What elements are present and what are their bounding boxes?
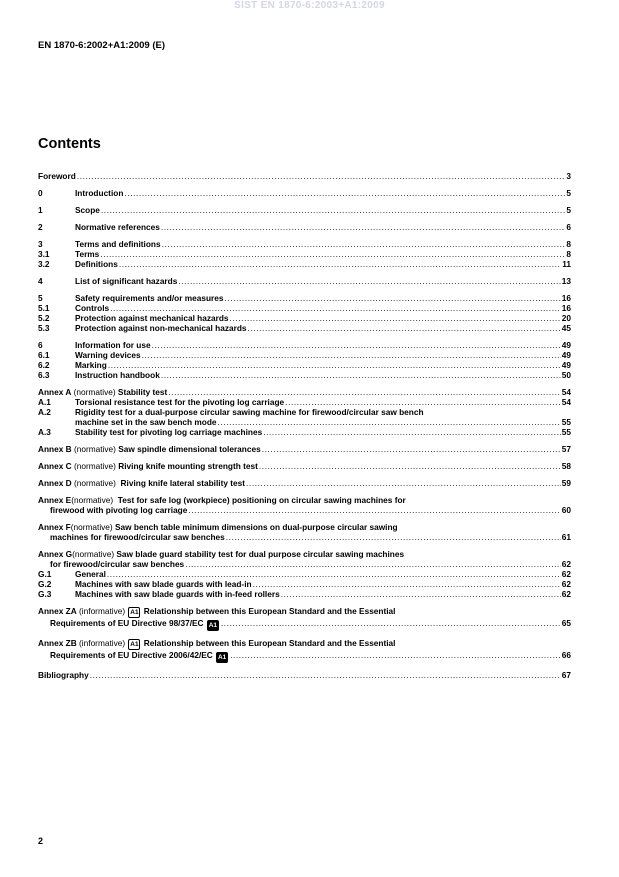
toc-num: G.3 [38,589,52,599]
annex-kind: (normative) [71,444,116,454]
toc-text: Protection against non-mechanical hazards [75,323,247,333]
toc-text: Saw spindle dimensional tolerances [115,444,261,454]
toc-text: Foreword [38,171,76,181]
toc-page: 11 [562,259,571,269]
document-id: EN 1870-6:2002+A1:2009 (E) [38,40,166,51]
toc-page: 5 [566,205,571,215]
amendment-end-marker-icon: A1 [217,654,227,661]
toc-section-6-1[interactable] [38,350,571,360]
toc-section-6[interactable] [38,340,571,350]
annex-kind: (normative) [70,522,113,532]
toc-num: 1 [38,205,43,215]
toc-annex-f[interactable] [38,522,571,542]
toc-section-3[interactable] [38,239,571,249]
toc-page: 54 [561,387,571,397]
toc-page: 54 [561,397,571,407]
toc-page: 20 [561,313,571,323]
toc-text: Riving knife mounting strength test [115,461,258,471]
toc-num: 3 [38,239,43,249]
toc-annex-b[interactable] [38,444,571,454]
toc-num: 3.2 [38,259,50,269]
toc-annex-g-3[interactable] [38,589,571,599]
toc-page: 8 [566,249,571,259]
annex-label: Annex ZA [38,606,77,616]
toc-text: Torsional resistance test for the pivoting log carriage [75,397,285,407]
toc-num: A.3 [38,427,51,437]
toc-num: A.1 [38,397,51,407]
toc-section-4[interactable] [38,276,571,286]
toc-num: 0 [38,188,43,198]
toc-num: 6.3 [38,370,50,380]
toc-text: Controls [75,303,110,313]
toc-annex-g[interactable] [38,549,571,569]
toc-num: 5.1 [38,303,50,313]
annex-kind: (normative) [71,387,116,397]
toc-text: Saw blade guard stability test for dual purpose circular sawing machines [114,549,405,559]
toc-text: machine set in the saw bench mode [75,417,217,427]
toc-page: 55 [561,417,571,427]
toc-page: 3 [566,171,571,181]
toc-text: Instruction handbook [75,370,160,380]
toc-num: A.2 [38,407,51,417]
toc-annex-a-2[interactable] [38,407,571,427]
toc-section-2[interactable] [38,222,571,232]
toc-text: Normative references [75,222,160,232]
toc-text: Relationship between this European Standard and the Essential [141,638,396,648]
toc-text: Introduction [75,188,124,198]
toc-text: Rigidity test for a dual-purpose circular sawing machine for firewood/circular saw bench [75,407,424,417]
toc-annex-a[interactable] [38,387,571,397]
toc-annex-zb[interactable] [38,638,571,663]
toc-text: Information for use [75,340,151,350]
toc-page: 62 [561,569,571,579]
toc-num: G.2 [38,579,52,589]
toc-text: Marking [75,360,107,370]
toc-page: 65 [561,618,571,628]
toc-annex-a-1[interactable] [38,397,571,407]
toc-page: 5 [566,188,571,198]
annex-kind: (normative) [71,495,114,505]
toc-page: 49 [561,340,571,350]
toc-page: 6 [566,222,571,232]
toc-section-5[interactable] [38,293,571,303]
toc-section-1[interactable] [38,205,571,215]
toc-bibliography[interactable] [38,670,571,680]
toc-section-3-1[interactable] [38,249,571,259]
toc-page: 62 [561,589,571,599]
amendment-end-marker-icon: A1 [208,622,218,629]
annex-label: Annex ZB [38,638,77,648]
annex-label: Annex F [38,522,71,532]
toc-page: 49 [561,360,571,370]
toc-page: 66 [561,650,571,660]
toc-text: Scope [75,205,100,215]
toc-num: 5.3 [38,323,50,333]
toc-annex-g-2[interactable] [38,579,571,589]
toc-text: Test for safe log (workpiece) positioning on circular sawing machines for [113,495,406,505]
page-title: Contents [38,136,101,152]
toc-text: Stability test [115,387,168,397]
toc-page: 49 [561,350,571,360]
annex-label: Annex E [38,495,72,505]
toc-page: 67 [561,670,571,680]
toc-section-6-3[interactable] [38,370,571,380]
toc-page: 45 [561,323,571,333]
toc-num: G.1 [38,569,52,579]
toc-annex-d[interactable] [38,478,571,488]
toc-page: 61 [561,532,571,542]
annex-label: Annex G [38,549,73,559]
annex-kind: (normative) [72,549,115,559]
annex-kind: (normative) [71,478,116,488]
toc-annex-a-3[interactable] [38,427,571,437]
toc-text: Machines with saw blade guards with lead-in [75,579,252,589]
toc-page: 50 [561,370,571,380]
annex-label: Annex C [38,461,72,471]
toc-section-6-2[interactable] [38,360,571,370]
toc-num: 6.2 [38,360,50,370]
table-of-contents [38,171,571,680]
toc-text: Saw bench table minimum dimensions on dual-purpose circular sawing [112,522,398,532]
toc-annex-g-1[interactable] [38,569,571,579]
toc-page: 59 [561,478,571,488]
toc-text: Warning devices [75,350,141,360]
toc-page: 16 [561,293,571,303]
toc-page: 62 [561,579,571,589]
toc-num: 5 [38,293,43,303]
toc-page: 60 [561,505,571,515]
toc-text: Safety requirements and/or measures [75,293,224,303]
toc-num: 2 [38,222,43,232]
toc-text: Riving knife lateral stability test [115,478,246,488]
toc-foreword[interactable] [38,171,571,181]
page-number: 2 [38,836,44,846]
annex-label: Annex D [38,478,72,488]
toc-num: 6.1 [38,350,50,360]
toc-text: firewood with pivoting log carriage [50,505,188,515]
toc-num: 4 [38,276,43,286]
annex-kind: (informative) [76,638,128,648]
toc-section-5-3[interactable] [38,323,571,333]
toc-text: Terms and definitions [75,239,161,249]
toc-text: List of significant hazards [75,276,178,286]
toc-text: Requirements of EU Directive 98/37/EC [50,618,206,628]
toc-page: 16 [561,303,571,313]
toc-num: 3.1 [38,249,50,259]
toc-page: 62 [561,559,571,569]
toc-text: Definitions [75,259,118,269]
annex-label: Annex A [38,387,72,397]
annex-kind: (informative) [76,606,128,616]
toc-page: 8 [566,239,571,249]
toc-text: Protection against mechanical hazards [75,313,229,323]
toc-num: 6 [38,340,43,350]
toc-annex-c[interactable] [38,461,571,471]
toc-page: 55 [561,427,571,437]
watermark: SIST EN 1870-6:2003+A1:2009 [234,0,385,11]
amendment-start-marker-icon: A1 [130,609,139,616]
toc-text: General [75,569,106,579]
annex-kind: (normative) [71,461,116,471]
toc-annex-za[interactable] [38,606,571,631]
toc-text: Bibliography [38,670,89,680]
toc-section-3-2[interactable] [38,259,571,269]
toc-text: Machines with saw blade guards with in-feed rollers [75,589,280,599]
toc-text: Stability test for pivoting log carriage machines [75,427,263,437]
toc-page: 13 [561,276,571,286]
toc-text: machines for firewood/circular saw benches [50,532,225,542]
toc-page: 57 [561,444,571,454]
toc-text: Requirements of EU Directive 2006/42/EC [50,650,216,660]
toc-section-5-2[interactable] [38,313,571,323]
toc-text: for firewood/circular saw benches [50,559,185,569]
toc-num: 5.2 [38,313,50,323]
toc-text: Terms [75,249,100,259]
amendment-start-marker-icon: A1 [130,641,139,648]
toc-section-0[interactable] [38,188,571,198]
toc-text: Relationship between this European Standard and the Essential [141,606,396,616]
toc-section-5-1[interactable] [38,303,571,313]
toc-annex-e[interactable] [38,495,571,515]
toc-page: 58 [561,461,571,471]
annex-label: Annex B [38,444,72,454]
